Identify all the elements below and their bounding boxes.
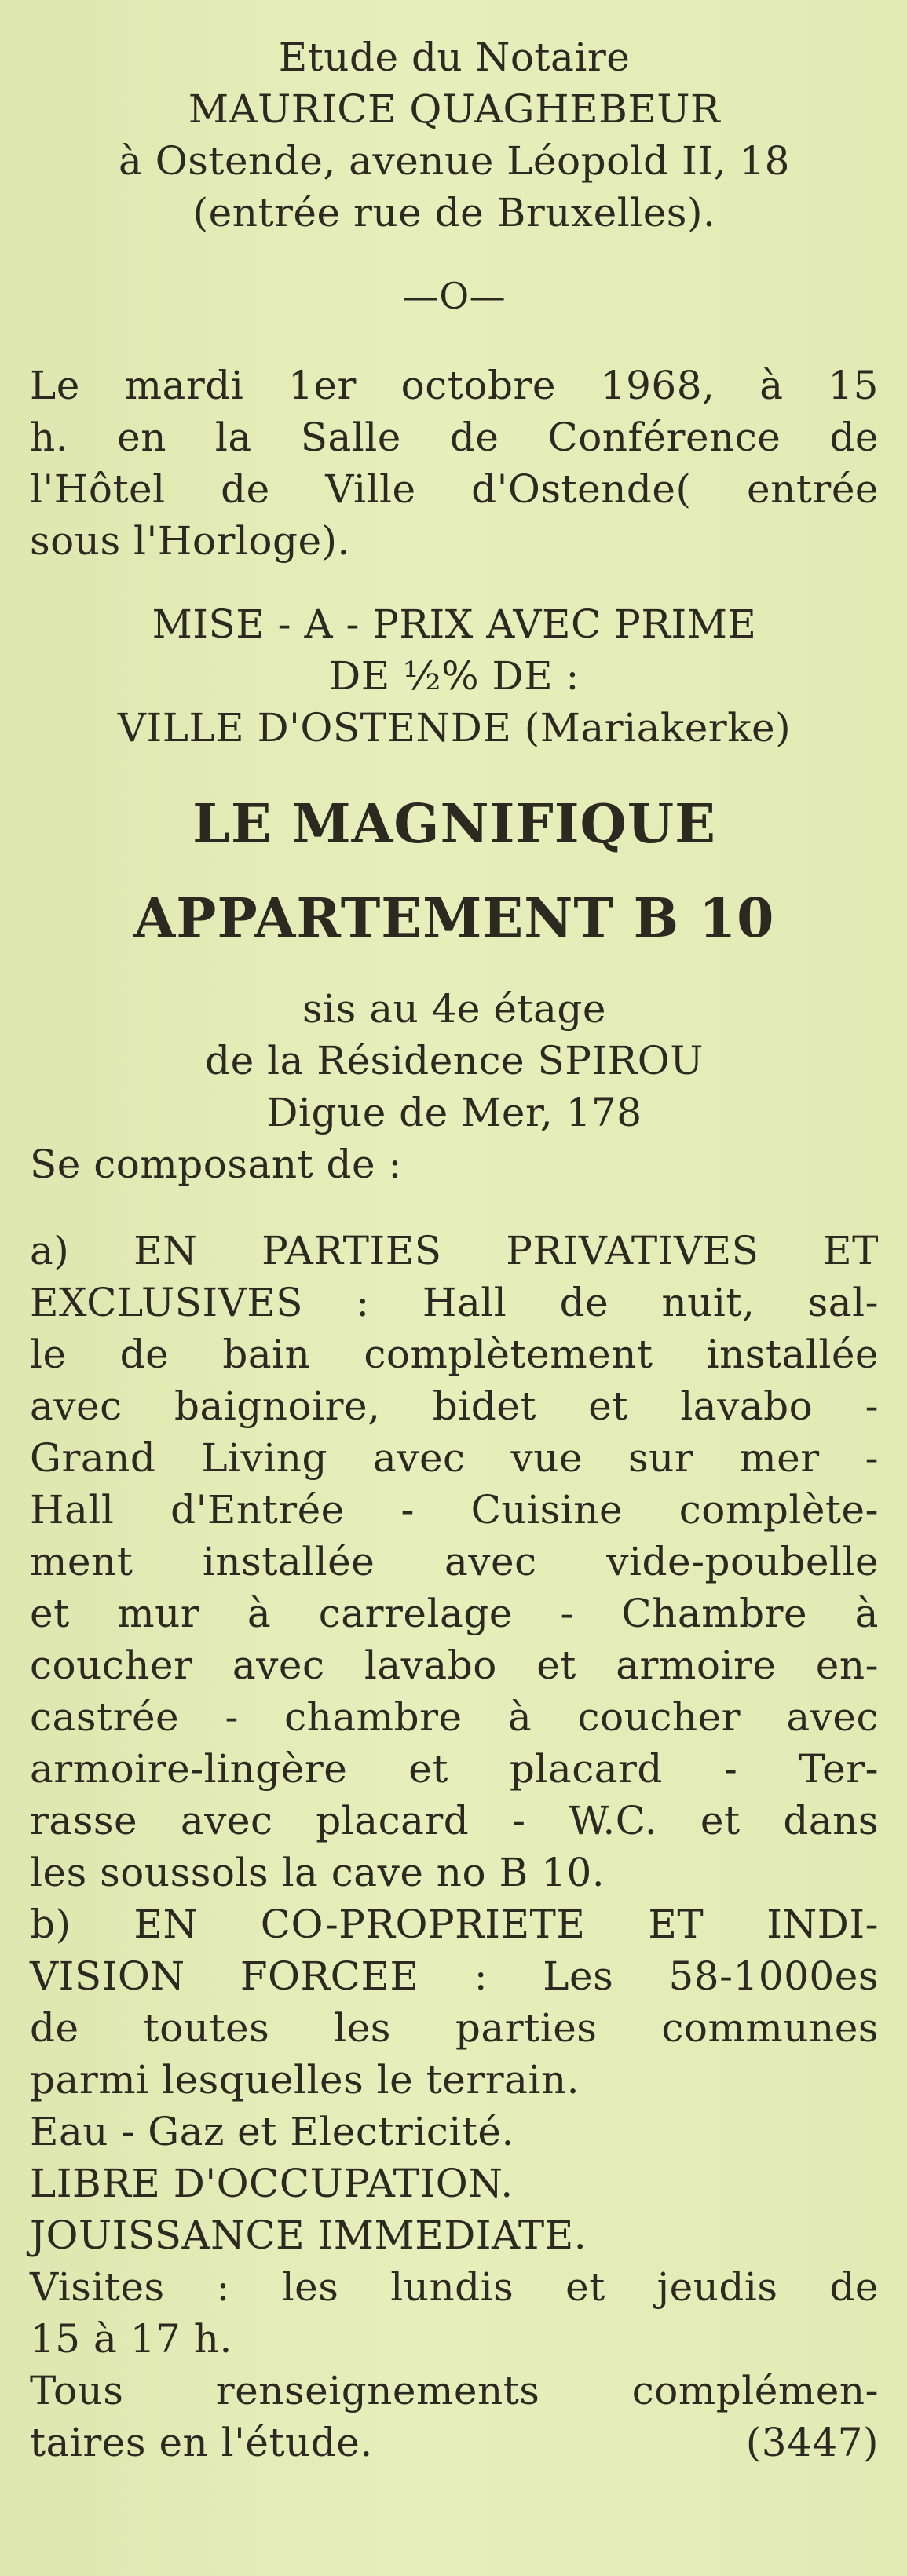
location-line: Digue de Mer, 178 <box>266 1090 642 1135</box>
headline-line-1: LE MAGNIFIQUE <box>192 793 716 856</box>
body-line: a) EN PARTIES PRIVATIVES ET <box>30 1228 879 1273</box>
body-line: Grand Living avec vue sur mer - <box>30 1435 879 1481</box>
body-line: castrée - chambre à coucher avec <box>30 1694 879 1740</box>
header-line-4: (entrée rue de Bruxelles). <box>192 190 716 236</box>
body-line: JOUISSANCE IMMEDIATE. <box>30 2212 587 2258</box>
header-line-1: Etude du Notaire <box>278 35 631 80</box>
intro-line: Le mardi 1er octobre 1968, à 15 <box>30 363 879 408</box>
body-line: b) EN CO-PROPRIETE ET INDI- <box>30 1902 879 1947</box>
body-line: Tous renseignements complémen- <box>30 2368 879 2413</box>
body-line: Eau - Gaz et Electricité. <box>30 2109 514 2154</box>
body-line: les soussols la cave no B 10. <box>30 1850 605 1895</box>
separator: —O— <box>402 275 507 317</box>
header-line-2: MAURICE QUAGHEBEUR <box>188 86 721 132</box>
mise-line: DE ½% DE : <box>329 653 580 699</box>
mise-line: MISE - A - PRIX AVEC PRIME <box>152 601 757 647</box>
compose-line: Se composant de : <box>30 1142 402 1187</box>
body-line: et mur à carrelage - Chambre à <box>30 1591 879 1636</box>
location-line: de la Résidence SPIROU <box>205 1038 704 1083</box>
intro-line: h. en la Salle de Conférence de <box>30 415 879 460</box>
header-line-3: à Ostende, avenue Léopold II, 18 <box>119 138 790 184</box>
body-line: LIBRE D'OCCUPATION. <box>30 2161 514 2206</box>
body-line: de toutes les parties communes <box>30 2005 879 2051</box>
body-line: Visites : les lundis et jeudis de <box>30 2264 879 2310</box>
headline-line-2: APPARTEMENT B 10 <box>133 887 775 950</box>
closing-text: taires en l'étude. <box>30 2420 373 2465</box>
body-line: VISION FORCEE : Les 58-1000es <box>30 1953 879 1999</box>
reference-number: (3447) <box>745 2420 879 2465</box>
body-line: EXCLUSIVES : Hall de nuit, sal- <box>30 1280 879 1325</box>
body-line: le de bain complètement installée <box>30 1332 879 1377</box>
notary-header <box>30 31 879 239</box>
intro-line: sous l'Horloge). <box>30 518 350 564</box>
body-line: rasse avec placard - W.C. et dans <box>30 1798 879 1843</box>
body-line: parmi lesquelles le terrain. <box>30 2057 580 2103</box>
mise-a-prix <box>30 598 879 754</box>
intro-paragraph <box>30 360 879 567</box>
body-line: 15 à 17 h. <box>30 2316 232 2362</box>
body-line: coucher avec lavabo et armoire en- <box>30 1642 879 1688</box>
headline <box>30 785 879 958</box>
location-line: sis au 4e étage <box>302 986 606 1032</box>
closing-row <box>30 2417 879 2468</box>
body-line: armoire-lingère et placard - Ter- <box>30 1746 879 1792</box>
body-line: Hall d'Entrée - Cuisine complète- <box>30 1487 879 1533</box>
location-block <box>30 983 879 1138</box>
intro-line: l'Hôtel de Ville d'Ostende( entrée <box>30 466 879 512</box>
body-line: ment installée avec vide-poubelle <box>30 1539 879 1584</box>
body-line: avec baignoire, bidet et lavabo - <box>30 1383 879 1429</box>
mise-line: VILLE D'OSTENDE (Mariakerke) <box>117 705 792 751</box>
description-body <box>30 1225 879 2468</box>
